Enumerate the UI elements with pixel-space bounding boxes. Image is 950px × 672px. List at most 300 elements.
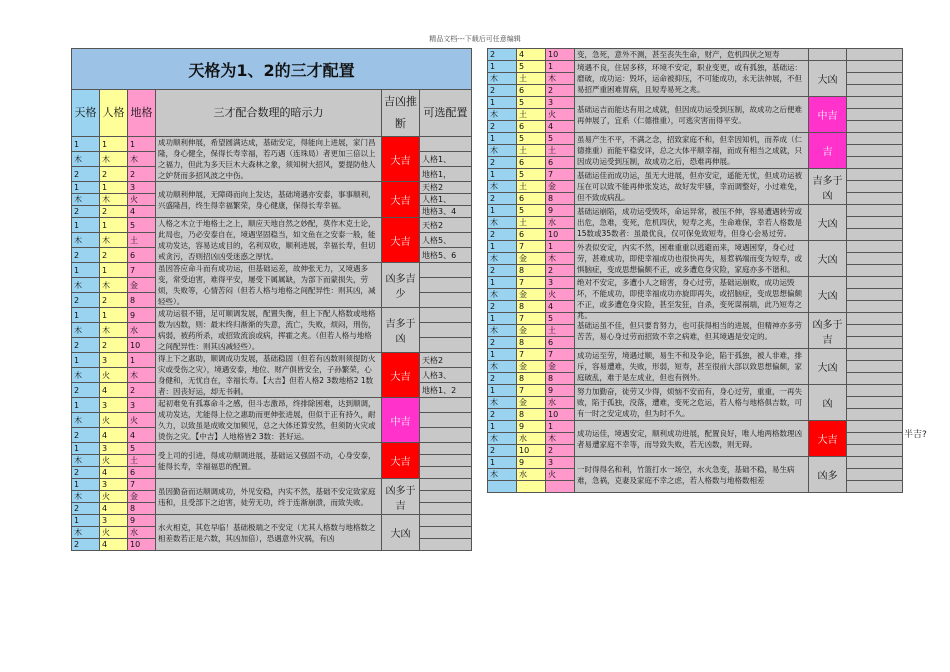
optional-config bbox=[420, 467, 472, 479]
grid-number: 木 bbox=[488, 73, 517, 85]
config-description bbox=[156, 182, 382, 218]
fortune-result: 大吉 bbox=[809, 421, 847, 457]
config-description bbox=[575, 349, 809, 385]
grid-number: 水 bbox=[517, 469, 546, 481]
grid-number: 木 bbox=[546, 253, 575, 265]
optional-config bbox=[420, 479, 472, 491]
grid-number: 土 bbox=[517, 217, 546, 229]
empty-cell bbox=[847, 109, 903, 121]
empty-cell bbox=[847, 157, 903, 169]
description-text: 虽因答应命斗而有成功运，但基础运差，故伸张无力，又境遇多变，常受迫害，难得平安，屡受下属属缺，为部下而蒙损失，劳烦，失败等，心情苦闷（但若人格与地格之间配异性：则其凶，减轻些）。 bbox=[158, 264, 376, 306]
grid-number: 8 bbox=[517, 301, 546, 313]
config-description bbox=[575, 457, 809, 493]
grid-number: 2 bbox=[72, 383, 100, 398]
fortune-result: 凶多于吉 bbox=[809, 313, 847, 349]
description-text: 基础运佳而成功运，虽无大进展，但亦安定，遥能无忧，但成功运被压在可以致不能再伸张发达，故好发牢骚，幸而调整好，小过难免，但不致成病乱。 bbox=[577, 171, 802, 202]
table-row bbox=[488, 349, 903, 361]
optional-config bbox=[420, 398, 472, 413]
empty-cell bbox=[847, 145, 903, 157]
grid-number: 8 bbox=[517, 265, 546, 277]
grid-number: 土 bbox=[128, 455, 156, 467]
grid-number: 火 bbox=[546, 109, 575, 121]
grid-number: 木 bbox=[546, 73, 575, 85]
optional-config bbox=[420, 278, 472, 293]
grid-number: 火 bbox=[128, 194, 156, 206]
grid-number: 3 bbox=[546, 97, 575, 109]
header-row bbox=[72, 90, 472, 137]
grid-number: 木 bbox=[72, 527, 100, 539]
optional-config bbox=[420, 443, 472, 455]
grid-number: 3 bbox=[546, 457, 575, 469]
grid-number: 1 bbox=[72, 353, 100, 368]
grid-number: 金 bbox=[517, 289, 546, 301]
grid-number: 1 bbox=[488, 349, 517, 361]
empty-cell bbox=[847, 421, 903, 433]
fortune-result: 吉多于凶 bbox=[809, 169, 847, 205]
config-description bbox=[575, 169, 809, 205]
empty-cell bbox=[847, 193, 903, 205]
grid-number: 火 bbox=[100, 455, 128, 467]
grid-number: 2 bbox=[488, 157, 517, 169]
grid-number: 金 bbox=[128, 278, 156, 293]
empty-cell bbox=[847, 73, 903, 85]
grid-number: 4 bbox=[100, 428, 128, 443]
grid-number: 9 bbox=[128, 308, 156, 323]
grid-number: 木 bbox=[72, 491, 100, 503]
empty-cell bbox=[847, 229, 903, 241]
grid-number: 2 bbox=[488, 193, 517, 205]
grid-number: 土 bbox=[546, 145, 575, 157]
description-text: 受上司的引进，得成功顺调进展，基础运又强固不动，心身安泰，能得长寿，幸福福思的配置。 bbox=[158, 450, 376, 471]
grid-number: 金 bbox=[517, 325, 546, 337]
grid-number: 1 bbox=[72, 137, 100, 152]
grid-number: 3 bbox=[100, 479, 128, 491]
grid-number: 5 bbox=[546, 313, 575, 325]
grid-number: 8 bbox=[546, 193, 575, 205]
grid-number: 1 bbox=[100, 308, 128, 323]
grid-number: 水 bbox=[546, 217, 575, 229]
grid-number: 土 bbox=[517, 145, 546, 157]
description-text: 成功运很不错，足可顺调发展，配置失衡，但上下配人格数或地格数为凶数，则：最末终归渐渐的失意，流亡，失败，烦闷，刑伤，病弱，被药所杀，或招致流浪或病，挥霍之兆。（但若人格与地格之间配异性：则其凶减轻些）。 bbox=[158, 309, 376, 351]
grid-number: 木 bbox=[72, 455, 100, 467]
grid-number: 1 bbox=[72, 479, 100, 491]
grid-number: 2 bbox=[72, 428, 100, 443]
grid-number: 金 bbox=[546, 181, 575, 193]
grid-number: 水 bbox=[517, 433, 546, 445]
grid-number: 2 bbox=[546, 265, 575, 277]
grid-number: 土 bbox=[128, 233, 156, 248]
grid-number: 6 bbox=[517, 121, 546, 133]
empty-cell bbox=[847, 49, 903, 61]
grid-number: 木 bbox=[100, 278, 128, 293]
page-title: 天格为1、2的三才配置 bbox=[72, 49, 472, 90]
table-row bbox=[72, 398, 472, 413]
empty-cell bbox=[847, 337, 903, 349]
description-text: 成功运至劳，境遇过顺，易生不和及争论，陷于孤独，被人非难，排斥，容易遭难，失败，形弱，短寿，甚至很前大部以致思想偏颇，家庭破乱，难于是左成业，但也有例外。 bbox=[577, 351, 802, 382]
grid-number: 2 bbox=[100, 167, 128, 182]
grid-number: 9 bbox=[517, 457, 546, 469]
empty-cell bbox=[847, 169, 903, 181]
fortune-result: 大凶 bbox=[809, 349, 847, 385]
description-text: 基础运虽不佳，但只要肯努力，也可获得相当的进展，但精神亦多劳苦苦，易心身过劳而招致不幸之病难，但其境遇是安定的。 bbox=[577, 320, 802, 341]
fortune-result: 大凶 bbox=[382, 515, 420, 551]
fortune-result: 凶 bbox=[809, 385, 847, 421]
grid-number: 7 bbox=[517, 385, 546, 397]
grid-number bbox=[546, 481, 575, 493]
grid-number: 木 bbox=[488, 469, 517, 481]
grid-number: 木 bbox=[488, 253, 517, 265]
empty-cell bbox=[847, 325, 903, 337]
config-description bbox=[156, 137, 382, 182]
grid-number: 木 bbox=[72, 152, 100, 167]
description-text: 绝对不安定，多遭小人之暗害，身心过劳，基础运崩败，成功运毁坏，不能成功，即使幸福成功亦旋即再失，或招脑症，变成思想偏颇不正，或多遭危身灾险，甚至发狂，自杀，变死谋祸端，此乃短寿之兆。 bbox=[577, 278, 802, 320]
config-description bbox=[575, 49, 809, 61]
grid-number: 3 bbox=[128, 398, 156, 413]
description-text: 起初难免有孤寡命斗之感，但斗志激昂，终排除困难，达到顺调，成功发达，尤能得上位之惠助而更伸张进展，但似于正有持久，耐久力，以致虽是成败交加频见，总之大体还算安然，但须防火灾或烫伤之灾。【中吉】人地格皆2 3数：甚好运。 bbox=[158, 399, 376, 441]
grid-number: 2 bbox=[546, 445, 575, 457]
grid-number: 7 bbox=[128, 263, 156, 278]
description-text: 基础运吉而能达有用之成就，但因成功运受到压制，故成功之后便难再伸展了，宜系（仁德推重），可逃灾害而得平安。 bbox=[577, 104, 802, 125]
fortune-result: 大凶 bbox=[809, 277, 847, 313]
empty-cell bbox=[847, 61, 903, 73]
grid-number: 火 bbox=[128, 413, 156, 428]
config-description bbox=[156, 443, 382, 479]
grid-number: 木 bbox=[100, 194, 128, 206]
grid-number: 9 bbox=[546, 205, 575, 217]
grid-number: 水 bbox=[128, 527, 156, 539]
grid-number: 3 bbox=[100, 515, 128, 527]
description-text: 基础运崩陷，成功运受毁坏，命运异常，被压不伸，容易遭遇转劳或出危，急难，变死，危机四伏，短寿之兆，生命难保，幸若人格数是15数或35数者：虽最优良，仅可保免致短寿，但身心会易过劳。 bbox=[577, 207, 802, 238]
table-row bbox=[488, 277, 903, 289]
grid-number: 6 bbox=[128, 467, 156, 479]
table-row bbox=[72, 137, 472, 152]
grid-number: 5 bbox=[517, 61, 546, 73]
grid-number: 土 bbox=[517, 181, 546, 193]
grid-number: 5 bbox=[546, 133, 575, 145]
grid-number: 木 bbox=[100, 233, 128, 248]
grid-number: 2 bbox=[488, 229, 517, 241]
description-text: 外表似安定，内实不然，困难重重以逃避而来，境遇困穿，身心过劳，甚难成功，即使幸福成功也很快再失，易惹祸端而变为短寿，或惧脑症，变成思想偏颇不正，或多遭危身灾险，家庭亦多不谐和。 bbox=[577, 243, 802, 274]
empty-cell bbox=[847, 385, 903, 397]
config-description bbox=[156, 263, 382, 308]
grid-number: 5 bbox=[517, 169, 546, 181]
config-description bbox=[156, 515, 382, 551]
grid-number: 1 bbox=[488, 133, 517, 145]
grid-number: 1 bbox=[488, 277, 517, 289]
header-desc: 三才配合数理的暗示力 bbox=[156, 90, 382, 137]
description-text: 虽因勤奋而达顺调成功，外见安稳，内实不然，基础不安定致家庭违和，且受部下之迫害，徒劳无功，终于连渐崩溃，而致失败。 bbox=[158, 486, 376, 507]
config-description bbox=[575, 61, 809, 97]
config-description bbox=[575, 133, 809, 169]
optional-config bbox=[420, 455, 472, 467]
optional-config bbox=[420, 308, 472, 323]
grid-number: 木 bbox=[72, 194, 100, 206]
grid-number: 火 bbox=[546, 469, 575, 481]
grid-number: 火 bbox=[546, 289, 575, 301]
grid-number: 木 bbox=[72, 368, 100, 383]
fortune-result: 吉 bbox=[809, 133, 847, 169]
grid-number: 1 bbox=[488, 205, 517, 217]
fortune-result: 吉多于凶 bbox=[382, 308, 420, 353]
grid-number: 4 bbox=[100, 467, 128, 479]
grid-number: 1 bbox=[128, 137, 156, 152]
config-description bbox=[156, 308, 382, 353]
fortune-result: 大吉 bbox=[382, 218, 420, 263]
grid-number: 10 bbox=[546, 49, 575, 61]
grid-number: 1 bbox=[488, 241, 517, 253]
description-text: 努力加勤奋，徒劳又少得，烦恼不安而有，身心过劳，重重，一再失败，陷于孤独，没落，遭难，变死之危运，若人格与地格俱吉数，可有一时之安定成功，但为时不久。 bbox=[577, 387, 802, 418]
empty-cell bbox=[847, 313, 903, 325]
grid-number: 2 bbox=[72, 206, 100, 218]
grid-number: 木 bbox=[488, 361, 517, 373]
grid-number: 9 bbox=[546, 385, 575, 397]
grid-number: 1 bbox=[488, 97, 517, 109]
grid-number: 1 bbox=[488, 421, 517, 433]
description-text: 虽易产生不平，不满之念，招致家庭不和，但幸因知机，而养成（仁德推重）而能平稳安详，总之大体平顺幸福，而成有相当之成就，只因成功运受到压制，故成功之后，恐难再伸展。 bbox=[577, 135, 802, 166]
description-text: 境遇不良，住居多移，环境不安定，职业变更，或有孤独，基础运：磨破，成功运：毁坏，运命被抑压，不可能成功，永无法伸展，不但易招严重困难胃病，且短寿易死之兆。 bbox=[577, 63, 802, 94]
grid-number: 木 bbox=[72, 323, 100, 338]
grid-number: 3 bbox=[546, 277, 575, 289]
optional-config: 地格1， bbox=[420, 167, 472, 182]
optional-config bbox=[420, 338, 472, 353]
grid-number: 木 bbox=[72, 413, 100, 428]
fortune-result: 大吉 bbox=[382, 182, 420, 218]
grid-number: 木 bbox=[488, 109, 517, 121]
title-row bbox=[72, 49, 472, 90]
grid-number: 6 bbox=[517, 229, 546, 241]
grid-number: 4 bbox=[128, 428, 156, 443]
grid-number: 2 bbox=[72, 338, 100, 353]
grid-number: 木 bbox=[100, 152, 128, 167]
table-row bbox=[72, 308, 472, 323]
empty-cell bbox=[847, 409, 903, 421]
grid-number: 6 bbox=[517, 193, 546, 205]
optional-config bbox=[420, 137, 472, 152]
empty-cell bbox=[847, 253, 903, 265]
grid-number: 8 bbox=[517, 373, 546, 385]
optional-config: 地格1、2 bbox=[420, 383, 472, 398]
grid-number: 6 bbox=[546, 157, 575, 169]
config-description bbox=[575, 421, 809, 457]
grid-number: 火 bbox=[100, 527, 128, 539]
grid-number: 7 bbox=[517, 313, 546, 325]
fortune-result: 凶多于吉 bbox=[382, 479, 420, 515]
grid-number: 1 bbox=[546, 61, 575, 73]
grid-number: 2 bbox=[488, 337, 517, 349]
grid-number: 木 bbox=[100, 323, 128, 338]
table-row bbox=[488, 61, 903, 73]
grid-number: 1 bbox=[100, 263, 128, 278]
grid-number: 2 bbox=[488, 301, 517, 313]
grid-number: 1 bbox=[546, 421, 575, 433]
optional-config: 地格5、6 bbox=[420, 248, 472, 263]
grid-number: 木 bbox=[488, 145, 517, 157]
grid-number: 火 bbox=[100, 491, 128, 503]
fortune-result: 中吉 bbox=[382, 398, 420, 443]
grid-number: 1 bbox=[72, 443, 100, 455]
optional-config: 天格2 bbox=[420, 353, 472, 368]
grid-number: 木 bbox=[488, 217, 517, 229]
grid-number: 9 bbox=[517, 421, 546, 433]
grid-number: 7 bbox=[128, 479, 156, 491]
grid-number: 6 bbox=[517, 157, 546, 169]
grid-number: 木 bbox=[488, 289, 517, 301]
header-di: 地格 bbox=[128, 90, 156, 137]
config-description bbox=[575, 277, 809, 320]
empty-cell bbox=[847, 457, 903, 469]
grid-number: 10 bbox=[546, 409, 575, 421]
empty-cell bbox=[847, 85, 903, 97]
grid-number: 4 bbox=[100, 539, 128, 551]
optional-config bbox=[420, 323, 472, 338]
empty-cell bbox=[847, 397, 903, 409]
grid-number: 7 bbox=[546, 349, 575, 361]
empty-cell bbox=[847, 217, 903, 229]
grid-number: 2 bbox=[488, 121, 517, 133]
grid-number: 8 bbox=[546, 373, 575, 385]
grid-number: 2 bbox=[488, 85, 517, 97]
grid-number bbox=[517, 481, 546, 493]
header-note: 精品文档---下载后可任意编辑 bbox=[429, 35, 521, 43]
empty-cell bbox=[847, 349, 903, 361]
grid-number: 土 bbox=[546, 325, 575, 337]
grid-number: 8 bbox=[517, 337, 546, 349]
fortune-result: 大凶 bbox=[809, 241, 847, 277]
grid-number: 3 bbox=[128, 182, 156, 194]
grid-number: 6 bbox=[128, 248, 156, 263]
grid-number: 3 bbox=[100, 398, 128, 413]
optional-config: 天格2 bbox=[420, 182, 472, 194]
config-description bbox=[575, 385, 809, 421]
empty-cell bbox=[847, 445, 903, 457]
grid-number: 金 bbox=[128, 491, 156, 503]
fortune-result: 大吉 bbox=[382, 443, 420, 479]
grid-number: 1 bbox=[128, 353, 156, 368]
grid-number: 1 bbox=[488, 385, 517, 397]
fortune-result: 凶多 bbox=[809, 457, 847, 493]
optional-config: 人格3、 bbox=[420, 368, 472, 383]
description-text: 得上下之惠助，顺调成功发展，基础稳固（但若有凶数则须提防火灾或受伤之灾），境遇安泰，地位、财产俱皆安全，子孙繁荣，心身健和，无忧自在，幸福长寿。【大吉】但若人格2 3数地格2 1数者：因丧好运，却无书刺。 bbox=[158, 354, 376, 396]
table-row bbox=[488, 169, 903, 181]
grid-number: 木 bbox=[72, 233, 100, 248]
empty-cell bbox=[847, 181, 903, 193]
config-description bbox=[156, 479, 382, 515]
config-description bbox=[575, 313, 809, 349]
optional-config bbox=[420, 263, 472, 278]
grid-number: 2 bbox=[128, 167, 156, 182]
config-description bbox=[575, 241, 809, 277]
empty-cell bbox=[847, 241, 903, 253]
grid-number: 火 bbox=[100, 368, 128, 383]
grid-number: 3 bbox=[100, 353, 128, 368]
grid-number: 5 bbox=[128, 443, 156, 455]
grid-number: 木 bbox=[128, 152, 156, 167]
grid-number: 5 bbox=[128, 218, 156, 233]
grid-number: 4 bbox=[128, 206, 156, 218]
grid-number: 金 bbox=[546, 361, 575, 373]
grid-number bbox=[488, 481, 517, 493]
description-text: 人格之木立于地格土之上，顺应天地自然之妙配，莫作木克土论，此局也，乃必安泰自在，境遇坚固稳当，如文鱼在之安泰一般，能成功发达，容易达成目的，名利双收，顺利进展，幸福长寿，但切戒贪污，否则招凶凶受迷惑之厚忧。 bbox=[158, 219, 376, 261]
grid-number: 6 bbox=[546, 337, 575, 349]
table-row bbox=[72, 515, 472, 527]
table-row bbox=[488, 97, 903, 109]
grid-number: 金 bbox=[517, 397, 546, 409]
grid-number: 2 bbox=[72, 293, 100, 308]
grid-number: 木 bbox=[488, 181, 517, 193]
grid-number: 金 bbox=[517, 361, 546, 373]
grid-number: 1 bbox=[546, 241, 575, 253]
table-row bbox=[488, 133, 903, 145]
grid-number: 4 bbox=[546, 121, 575, 133]
fortune-result bbox=[809, 49, 847, 61]
header-ke: 可选配置 bbox=[420, 90, 472, 137]
grid-number: 1 bbox=[72, 182, 100, 194]
optional-config bbox=[420, 527, 472, 539]
table-row bbox=[488, 313, 903, 325]
config-description bbox=[575, 97, 809, 133]
empty-cell bbox=[847, 373, 903, 385]
empty-cell bbox=[847, 133, 903, 145]
grid-number: 2 bbox=[72, 167, 100, 182]
optional-config: 人格5、 bbox=[420, 233, 472, 248]
table-row bbox=[72, 263, 472, 278]
grid-number: 2 bbox=[488, 265, 517, 277]
grid-number: 2 bbox=[72, 539, 100, 551]
table-row bbox=[488, 49, 903, 61]
grid-number: 1 bbox=[100, 182, 128, 194]
grid-number: 火 bbox=[100, 413, 128, 428]
grid-number: 5 bbox=[517, 205, 546, 217]
grid-number: 3 bbox=[100, 443, 128, 455]
config-description bbox=[156, 353, 382, 398]
grid-number: 1 bbox=[72, 218, 100, 233]
grid-number: 2 bbox=[72, 503, 100, 515]
optional-config bbox=[420, 413, 472, 428]
grid-number: 木 bbox=[546, 433, 575, 445]
description-text: 成功顺利伸展，无障碍而向上发达，基础境遇亦安泰，事事顺利，兴盛隆昌，终生得幸福繁荣，身心健康，保得长寿幸福。 bbox=[158, 189, 376, 210]
grid-number: 10 bbox=[546, 229, 575, 241]
optional-config bbox=[420, 428, 472, 443]
header-ji: 吉凶推断 bbox=[382, 90, 420, 137]
table-row bbox=[488, 385, 903, 397]
grid-number: 1 bbox=[72, 398, 100, 413]
fortune-result: 大凶 bbox=[809, 205, 847, 241]
grid-number: 1 bbox=[72, 515, 100, 527]
table-row bbox=[72, 182, 472, 194]
grid-number: 2 bbox=[488, 49, 517, 61]
grid-number: 5 bbox=[517, 133, 546, 145]
right-sheet bbox=[487, 48, 903, 493]
optional-config: 天格2 bbox=[420, 218, 472, 233]
grid-number: 2 bbox=[100, 206, 128, 218]
grid-number: 2 bbox=[72, 467, 100, 479]
grid-number: 2 bbox=[546, 85, 575, 97]
grid-number: 土 bbox=[517, 73, 546, 85]
empty-cell bbox=[847, 469, 903, 481]
grid-number: 2 bbox=[100, 338, 128, 353]
fortune-result: 大吉 bbox=[382, 353, 420, 398]
grid-number: 1 bbox=[72, 263, 100, 278]
table-row bbox=[488, 241, 903, 253]
description-text: 成功顺利伸展，希望圆满达成，基础安定，得能向上进展，家门昌隆，身心健全，保得长寿幸福，若巧遇（连珠局）者更加三倍以上之福力，但此为多天巨木大森林之象，须知树大招风，要提防他人之妒贤而多招风波之中伤。 bbox=[158, 138, 376, 180]
grid-number: 4 bbox=[100, 503, 128, 515]
empty-cell bbox=[847, 481, 903, 493]
left-sheet bbox=[71, 48, 472, 551]
grid-number: 8 bbox=[128, 503, 156, 515]
empty-cell bbox=[847, 301, 903, 313]
fortune-result: 凶多吉少 bbox=[382, 263, 420, 308]
description-text: 一时得得名和利，竹篮打水一场空，水火急变，基础不稳，易生病难，急祸，克妻及家庭不幸之虑，若人格数与地格数相差 bbox=[577, 464, 795, 485]
